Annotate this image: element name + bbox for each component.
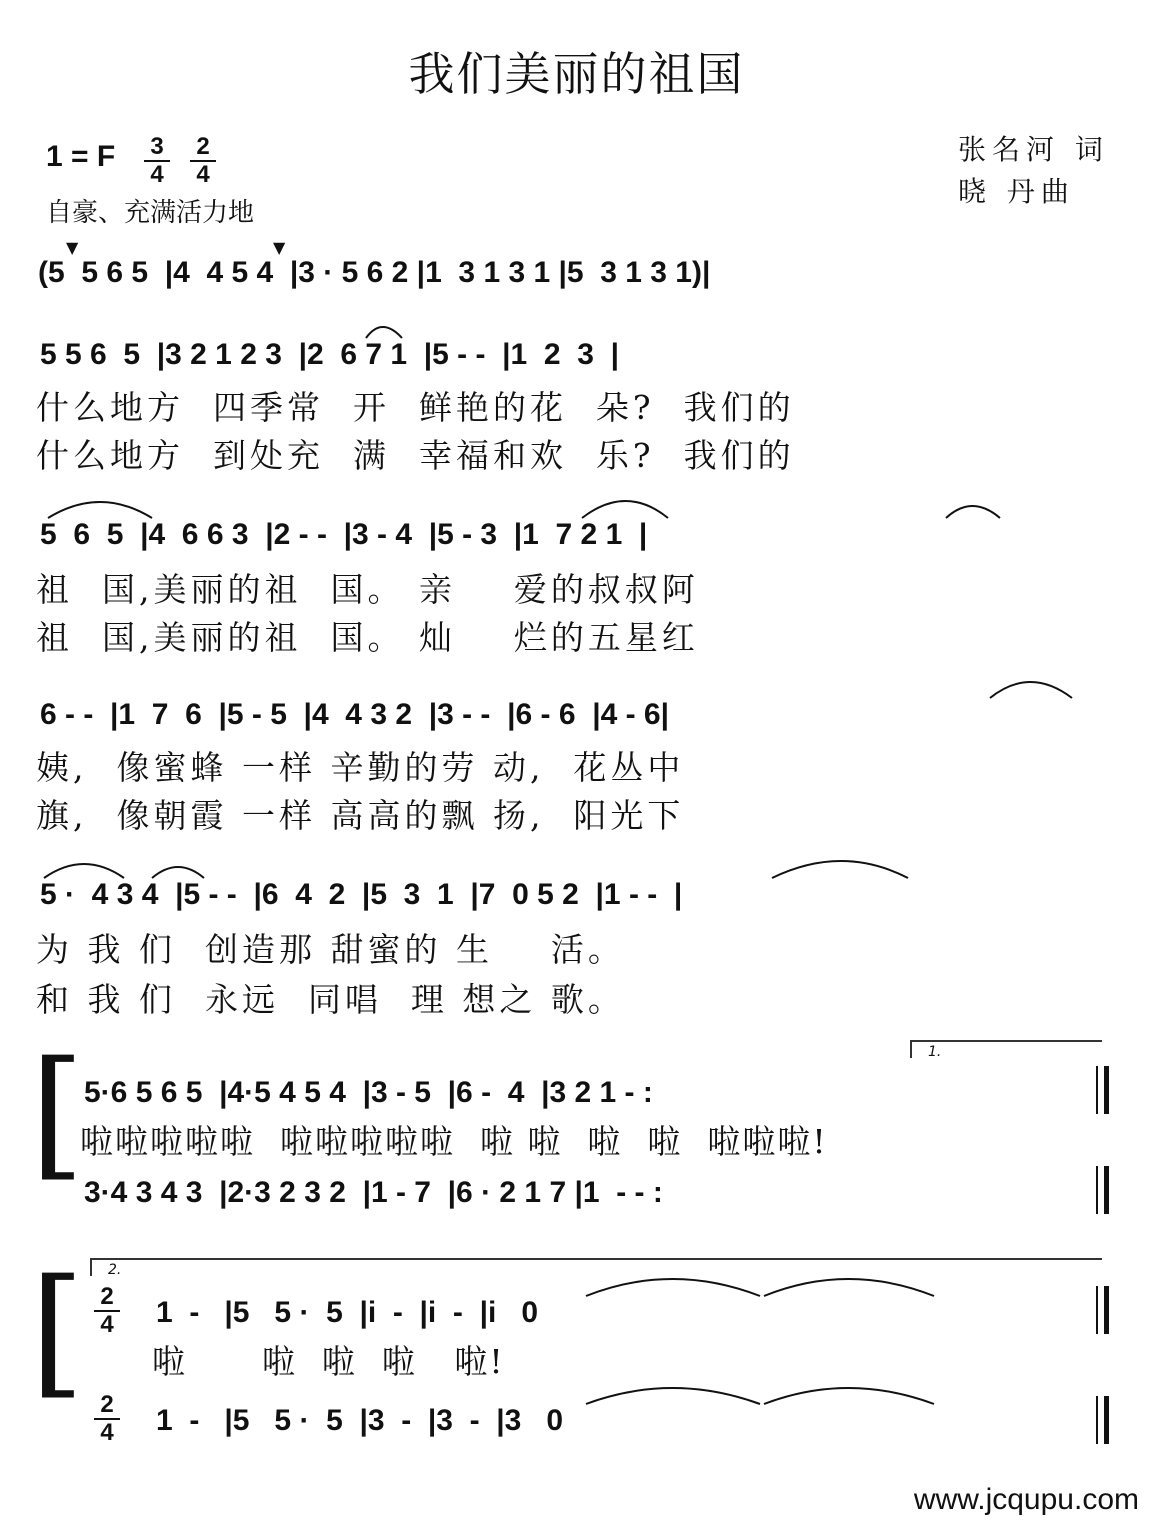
verse-line-4-lyric-1: 为 我 们 创造那 甜蜜的 生 活。 [36,930,625,969]
verse-line-3-lyric-1: 姨, 像蜜蜂 一样 辛勤的劳 动, 花丛中 [36,748,685,787]
verse-line-1-lyric-1: 什么地方 四季常 开 鲜艳的花 朵? 我们的 [36,388,795,427]
ending-top-notes: 1 - |5 5 · 5 |i - |i - |i 0 [156,1296,555,1329]
tempo-marking: 自豪、充满活力地 [46,198,255,228]
time-signature-2-4: 2 4 [188,134,218,188]
ending-bottom-notes: 1 - |5 5 · 5 |3 - |3 - |3 0 [156,1404,580,1437]
page-title: 我们美丽的祖国 [408,47,745,101]
system-brace: [ [30,1250,85,1413]
chorus-bottom-notes: 3·4 3 4 3 |2·3 2 3 2 |1 - 7 |6 · 2 1 7 |1 - - : [84,1176,663,1209]
accent-mark: ▼ [66,238,79,257]
verse-line-2-lyric-2: 祖 国,美丽的祖 国。 灿 烂的五星红 [36,618,699,657]
time-signature-3-4: 3 4 [142,134,172,188]
verse-line-1-lyric-2: 什么地方 到处充 满 幸福和欢 乐? 我们的 [36,436,795,475]
time-signature-2-4: 2 4 [92,1392,122,1446]
lyricist-credit: 张名河 词 [958,133,1109,166]
intro-notes: (5 5 6 5 |4 4 5 4 |3 · 5 6 2 |1 3 1 3 1 |5 3 1 3 1)| [38,256,711,289]
composer-credit: 晓 丹曲 [958,175,1075,208]
verse-line-1-notes: 5 5 6 5 |3 2 1 2 3 |2 6 7 1 |5 - - |1 2 3 | [40,338,619,371]
verse-line-2-lyric-1: 祖 国,美丽的祖 国。 亲 爱的叔叔阿 [36,570,699,609]
first-ending-bracket: 1. [910,1040,1102,1058]
verse-line-2-notes: 5 6 5 |4 6 6 3 |2 - - |3 - 4 |5 - 3 |1 7 2 1 | [40,518,648,551]
verse-line-4-notes: 5 · 4 3 4 |5 - - |6 4 2 |5 3 1 |7 0 5 2 |1 - - | [40,878,683,911]
verse-line-3-lyric-2: 旗, 像朝霞 一样 高高的飘 扬, 阳光下 [36,796,685,835]
second-ending-bracket: 2. [90,1258,1102,1276]
chorus-top-notes: 5·6 5 6 5 |4·5 4 5 4 |3 - 5 |6 - 4 |3 2 1 - : [84,1076,653,1109]
key-signature: 1 = F [46,140,116,173]
verse-line-4-lyric-2: 和 我 们 永远 同唱 理 想之 歌。 [36,980,625,1019]
system-brace: [ [30,1032,85,1195]
ending-lyric: 啦 啦 啦 啦 啦! [152,1342,505,1381]
time-signature-2-4: 2 4 [92,1284,122,1338]
watermark: www.jcqupu.com [913,1483,1139,1516]
verse-line-3-notes: 6 - - |1 7 6 |5 - 5 |4 4 3 2 |3 - - |6 - 6 |4 - 6| [40,698,670,731]
accent-mark: ▼ [273,238,286,257]
chorus-lyric: 啦啦啦啦啦 啦啦啦啦啦 啦 啦 啦 啦 啦啦啦! [80,1122,828,1161]
